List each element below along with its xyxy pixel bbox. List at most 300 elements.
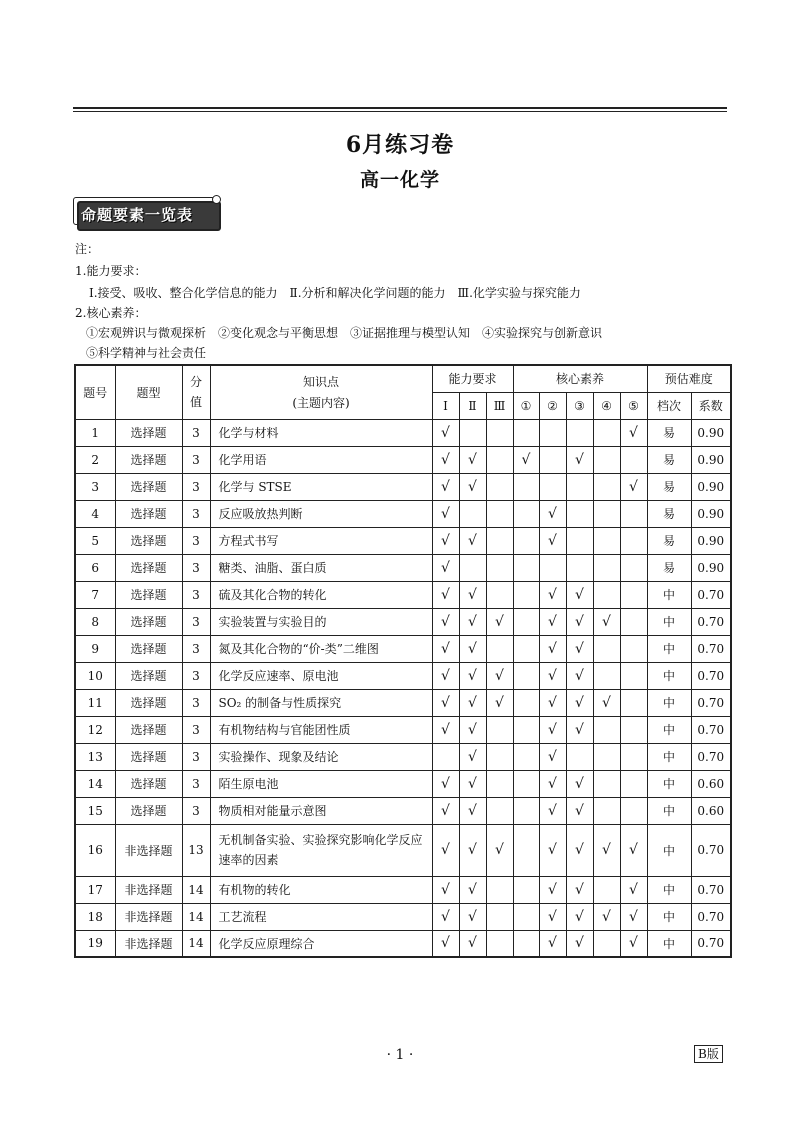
core-check: √ [566, 770, 593, 797]
knowledge-point: 有机物的转化 [210, 876, 432, 903]
difficulty-coefficient: 0.70 [691, 716, 731, 743]
core-check: √ [593, 689, 620, 716]
core-check: √ [566, 662, 593, 689]
question-score: 3 [182, 662, 210, 689]
core-check: √ [566, 635, 593, 662]
core-check [593, 716, 620, 743]
core-check [566, 419, 593, 446]
knowledge-point: 化学反应原理综合 [210, 930, 432, 957]
difficulty-level: 易 [647, 473, 691, 500]
header-core-col: ③ [566, 392, 593, 419]
header-core-col: ④ [593, 392, 620, 419]
core-check: √ [513, 446, 539, 473]
note-core-items-2: ⑤科学精神与社会责任 [86, 346, 207, 360]
ability-check [486, 527, 513, 554]
question-score: 3 [182, 743, 210, 770]
core-check: √ [539, 903, 566, 930]
core-check [539, 554, 566, 581]
core-check [620, 500, 647, 527]
core-check: √ [620, 930, 647, 957]
header-diff-col: 系数 [691, 392, 731, 419]
knowledge-point: 反应吸放热判断 [210, 500, 432, 527]
question-number: 9 [75, 635, 115, 662]
difficulty-coefficient: 0.90 [691, 473, 731, 500]
ability-check: √ [486, 608, 513, 635]
core-check: √ [539, 527, 566, 554]
header-core: 核心素养 [513, 365, 647, 392]
question-number: 2 [75, 446, 115, 473]
table-row [75, 689, 731, 716]
core-check: √ [539, 797, 566, 824]
core-check [539, 419, 566, 446]
ability-check: √ [432, 662, 459, 689]
ability-check: √ [486, 689, 513, 716]
core-check [513, 527, 539, 554]
core-check [513, 716, 539, 743]
note-ability-items: Ⅰ.接受、吸收、整合化学信息的能力 Ⅱ.分析和解决化学问题的能力 Ⅲ.化学实验与探究能力 [89, 286, 581, 300]
question-score: 14 [182, 930, 210, 957]
table-row [75, 473, 731, 500]
ability-check: √ [459, 797, 486, 824]
core-check [620, 581, 647, 608]
question-type: 选择题 [115, 743, 182, 770]
difficulty-level: 中 [647, 903, 691, 930]
difficulty-coefficient: 0.70 [691, 903, 731, 930]
ability-check: √ [459, 635, 486, 662]
difficulty-coefficient: 0.70 [691, 662, 731, 689]
question-type: 选择题 [115, 716, 182, 743]
knowledge-point: 氮及其化合物的“价-类”二维图 [210, 635, 432, 662]
core-check: √ [539, 824, 566, 876]
core-check [513, 500, 539, 527]
difficulty-level: 中 [647, 716, 691, 743]
ability-check: √ [459, 473, 486, 500]
paper-title: 6月练习卷 [345, 132, 455, 158]
core-check [513, 554, 539, 581]
core-check [566, 554, 593, 581]
question-score: 3 [182, 797, 210, 824]
difficulty-coefficient: 0.70 [691, 824, 731, 876]
question-score: 3 [182, 716, 210, 743]
question-score: 3 [182, 608, 210, 635]
page-number: · 1 · [386, 1047, 414, 1063]
knowledge-point: 化学用语 [210, 446, 432, 473]
difficulty-level: 中 [647, 743, 691, 770]
ability-check: √ [432, 500, 459, 527]
question-score: 3 [182, 689, 210, 716]
core-check: √ [539, 716, 566, 743]
core-check: √ [566, 797, 593, 824]
core-check: √ [539, 608, 566, 635]
difficulty-coefficient: 0.70 [691, 581, 731, 608]
core-check: √ [566, 689, 593, 716]
table-row [75, 903, 731, 930]
question-type: 非选择题 [115, 903, 182, 930]
ability-check: √ [459, 930, 486, 957]
header-core-col: ② [539, 392, 566, 419]
knowledge-point: 化学与材料 [210, 419, 432, 446]
header-knowledge-sub: (主题内容) [292, 396, 350, 411]
table-row [75, 716, 731, 743]
ability-check [486, 930, 513, 957]
question-number: 4 [75, 500, 115, 527]
difficulty-level: 中 [647, 662, 691, 689]
question-score: 14 [182, 876, 210, 903]
ability-check [432, 743, 459, 770]
ability-check: √ [459, 743, 486, 770]
question-number: 14 [75, 770, 115, 797]
banner-label: 命题要素一览表 [81, 206, 194, 224]
core-check [620, 662, 647, 689]
ability-check: √ [432, 473, 459, 500]
ability-check: √ [486, 824, 513, 876]
ability-check: √ [459, 716, 486, 743]
ability-check: √ [459, 689, 486, 716]
difficulty-level: 中 [647, 824, 691, 876]
question-type: 选择题 [115, 473, 182, 500]
core-check [593, 554, 620, 581]
ability-check: √ [459, 770, 486, 797]
header-rule [73, 107, 727, 109]
core-check [539, 473, 566, 500]
core-check [593, 662, 620, 689]
header-ability-col: Ⅱ [459, 392, 486, 419]
difficulty-coefficient: 0.60 [691, 770, 731, 797]
knowledge-point: 实验装置与实验目的 [210, 608, 432, 635]
difficulty-level: 中 [647, 876, 691, 903]
difficulty-level: 中 [647, 581, 691, 608]
ability-check: √ [459, 581, 486, 608]
core-check [593, 743, 620, 770]
core-check: √ [539, 500, 566, 527]
question-type: 非选择题 [115, 824, 182, 876]
core-check [620, 608, 647, 635]
core-check [566, 473, 593, 500]
ability-check: √ [432, 930, 459, 957]
header-diff-col: 档次 [647, 392, 691, 419]
knowledge-point: 化学反应速率、原电池 [210, 662, 432, 689]
ability-check: √ [432, 419, 459, 446]
header-rule-thin [73, 111, 727, 112]
core-check [513, 770, 539, 797]
difficulty-level: 易 [647, 446, 691, 473]
question-type: 选择题 [115, 419, 182, 446]
core-check: √ [566, 446, 593, 473]
question-score: 3 [182, 500, 210, 527]
question-score: 14 [182, 903, 210, 930]
core-check [620, 797, 647, 824]
difficulty-coefficient: 0.70 [691, 608, 731, 635]
table-row [75, 876, 731, 903]
ability-check [486, 473, 513, 500]
core-check: √ [620, 824, 647, 876]
core-check: √ [566, 716, 593, 743]
question-number: 13 [75, 743, 115, 770]
core-check [620, 716, 647, 743]
core-check: √ [566, 930, 593, 957]
ability-check [486, 770, 513, 797]
knowledge-point: 硫及其化合物的转化 [210, 581, 432, 608]
core-check: √ [620, 876, 647, 903]
core-check [593, 500, 620, 527]
question-number: 1 [75, 419, 115, 446]
core-check [620, 635, 647, 662]
ability-check [486, 419, 513, 446]
knowledge-point: 有机物结构与官能团性质 [210, 716, 432, 743]
difficulty-level: 中 [647, 608, 691, 635]
question-type: 选择题 [115, 662, 182, 689]
note-head: 注： [75, 242, 100, 256]
section-banner [73, 197, 223, 229]
ability-check: √ [432, 527, 459, 554]
core-check [593, 581, 620, 608]
core-check [620, 689, 647, 716]
core-check: √ [539, 743, 566, 770]
question-type: 选择题 [115, 446, 182, 473]
header-score: 分 值 [182, 365, 210, 419]
note-core-title: 2.核心素养： [75, 306, 147, 320]
question-score: 3 [182, 554, 210, 581]
edition-badge: B版 [694, 1045, 723, 1063]
core-check [566, 500, 593, 527]
core-check [593, 797, 620, 824]
ability-check [486, 743, 513, 770]
core-check [593, 527, 620, 554]
question-type: 选择题 [115, 527, 182, 554]
core-check: √ [539, 635, 566, 662]
question-number: 17 [75, 876, 115, 903]
ability-check: √ [459, 824, 486, 876]
ability-check: √ [432, 824, 459, 876]
core-check [513, 473, 539, 500]
core-check [513, 876, 539, 903]
knowledge-point: 方程式书写 [210, 527, 432, 554]
table-row [75, 770, 731, 797]
table-row [75, 581, 731, 608]
knowledge-point: 陌生原电池 [210, 770, 432, 797]
ability-check [486, 500, 513, 527]
difficulty-coefficient: 0.60 [691, 797, 731, 824]
core-check [513, 635, 539, 662]
question-score: 3 [182, 635, 210, 662]
table-row [75, 797, 731, 824]
difficulty-coefficient: 0.70 [691, 876, 731, 903]
question-number: 7 [75, 581, 115, 608]
header-no: 题号 [75, 365, 115, 419]
question-number: 19 [75, 930, 115, 957]
header-row-1 [75, 365, 731, 392]
requirements-table [74, 364, 732, 958]
header-core-col: ① [513, 392, 539, 419]
ability-check: √ [486, 662, 513, 689]
question-score: 13 [182, 824, 210, 876]
note-ability-title: 1.能力要求： [75, 264, 147, 278]
core-check: √ [593, 608, 620, 635]
core-check: √ [539, 662, 566, 689]
core-check [593, 419, 620, 446]
difficulty-level: 中 [647, 930, 691, 957]
ability-check: √ [432, 608, 459, 635]
ability-check: √ [432, 554, 459, 581]
table-row [75, 527, 731, 554]
question-score: 3 [182, 581, 210, 608]
table-row [75, 743, 731, 770]
core-check: √ [539, 581, 566, 608]
table-body [75, 419, 731, 957]
core-check [513, 930, 539, 957]
question-number: 3 [75, 473, 115, 500]
core-check [566, 527, 593, 554]
ability-check [486, 797, 513, 824]
question-score: 3 [182, 770, 210, 797]
ability-check: √ [432, 770, 459, 797]
difficulty-level: 易 [647, 554, 691, 581]
core-check [513, 608, 539, 635]
header-core-col: ⑤ [620, 392, 647, 419]
ability-check [486, 635, 513, 662]
difficulty-level: 易 [647, 500, 691, 527]
difficulty-coefficient: 0.90 [691, 446, 731, 473]
question-type: 选择题 [115, 608, 182, 635]
ability-check: √ [459, 527, 486, 554]
core-check [593, 876, 620, 903]
header-difficulty: 预估难度 [647, 365, 731, 392]
header-knowledge [210, 365, 432, 419]
ability-check [486, 876, 513, 903]
question-number: 10 [75, 662, 115, 689]
core-check [539, 446, 566, 473]
question-number: 12 [75, 716, 115, 743]
ability-check: √ [432, 581, 459, 608]
ability-check: √ [432, 903, 459, 930]
core-check [513, 743, 539, 770]
difficulty-coefficient: 0.70 [691, 689, 731, 716]
core-check [513, 689, 539, 716]
difficulty-coefficient: 0.90 [691, 419, 731, 446]
core-check [513, 903, 539, 930]
ability-check [486, 903, 513, 930]
question-type: 非选择题 [115, 876, 182, 903]
ability-check: √ [432, 797, 459, 824]
question-type: 非选择题 [115, 930, 182, 957]
core-check: √ [539, 770, 566, 797]
table-row [75, 554, 731, 581]
header-ability-col: Ⅰ [432, 392, 459, 419]
core-check: √ [539, 876, 566, 903]
question-type: 选择题 [115, 500, 182, 527]
core-check [620, 770, 647, 797]
question-number: 18 [75, 903, 115, 930]
table-row [75, 662, 731, 689]
ability-check: √ [432, 716, 459, 743]
core-check: √ [566, 903, 593, 930]
question-number: 5 [75, 527, 115, 554]
question-score: 3 [182, 527, 210, 554]
question-type: 选择题 [115, 554, 182, 581]
core-check [513, 797, 539, 824]
core-check [513, 419, 539, 446]
difficulty-coefficient: 0.70 [691, 743, 731, 770]
header-ability-col: Ⅲ [486, 392, 513, 419]
ability-check [486, 554, 513, 581]
core-check: √ [620, 903, 647, 930]
knowledge-point: 无机制备实验、实验探究影响化学反应速率的因素 [210, 824, 432, 876]
difficulty-level: 中 [647, 689, 691, 716]
difficulty-coefficient: 0.90 [691, 527, 731, 554]
core-check [513, 824, 539, 876]
core-check: √ [566, 876, 593, 903]
knowledge-point: 工艺流程 [210, 903, 432, 930]
banner-corner-icon [212, 195, 221, 204]
ability-check: √ [459, 876, 486, 903]
core-check: √ [593, 903, 620, 930]
core-check [620, 554, 647, 581]
core-check: √ [566, 824, 593, 876]
ability-check: √ [432, 446, 459, 473]
difficulty-level: 易 [647, 419, 691, 446]
question-number: 11 [75, 689, 115, 716]
question-score: 3 [182, 446, 210, 473]
question-type: 选择题 [115, 770, 182, 797]
core-check: √ [593, 824, 620, 876]
core-check: √ [539, 930, 566, 957]
core-check: √ [539, 689, 566, 716]
core-check [620, 743, 647, 770]
core-check [593, 770, 620, 797]
table-row [75, 500, 731, 527]
table-row [75, 635, 731, 662]
header-knowledge-label: 知识点 [302, 375, 339, 390]
table-row [75, 419, 731, 446]
core-check [513, 662, 539, 689]
core-check: √ [620, 473, 647, 500]
core-check [593, 473, 620, 500]
difficulty-coefficient: 0.90 [691, 554, 731, 581]
question-score: 3 [182, 419, 210, 446]
knowledge-point: 物质相对能量示意图 [210, 797, 432, 824]
question-number: 8 [75, 608, 115, 635]
core-check: √ [566, 581, 593, 608]
ability-check [486, 581, 513, 608]
ability-check: √ [432, 876, 459, 903]
ability-check: √ [459, 662, 486, 689]
header-type: 题型 [115, 365, 182, 419]
ability-check [459, 500, 486, 527]
core-check: √ [620, 419, 647, 446]
question-type: 选择题 [115, 581, 182, 608]
question-number: 6 [75, 554, 115, 581]
knowledge-point: SO₂ 的制备与性质探究 [210, 689, 432, 716]
difficulty-level: 中 [647, 770, 691, 797]
ability-check [459, 554, 486, 581]
difficulty-coefficient: 0.90 [691, 500, 731, 527]
table-row [75, 446, 731, 473]
ability-check: √ [432, 635, 459, 662]
knowledge-point: 化学与 STSE [210, 473, 432, 500]
ability-check [486, 446, 513, 473]
core-check [566, 743, 593, 770]
difficulty-coefficient: 0.70 [691, 930, 731, 957]
question-type: 选择题 [115, 635, 182, 662]
knowledge-point: 实验操作、现象及结论 [210, 743, 432, 770]
table-row [75, 824, 731, 876]
table-row [75, 930, 731, 957]
question-number: 15 [75, 797, 115, 824]
ability-check: √ [459, 608, 486, 635]
core-check [620, 527, 647, 554]
knowledge-point: 糖类、油脂、蛋白质 [210, 554, 432, 581]
ability-check: √ [459, 903, 486, 930]
